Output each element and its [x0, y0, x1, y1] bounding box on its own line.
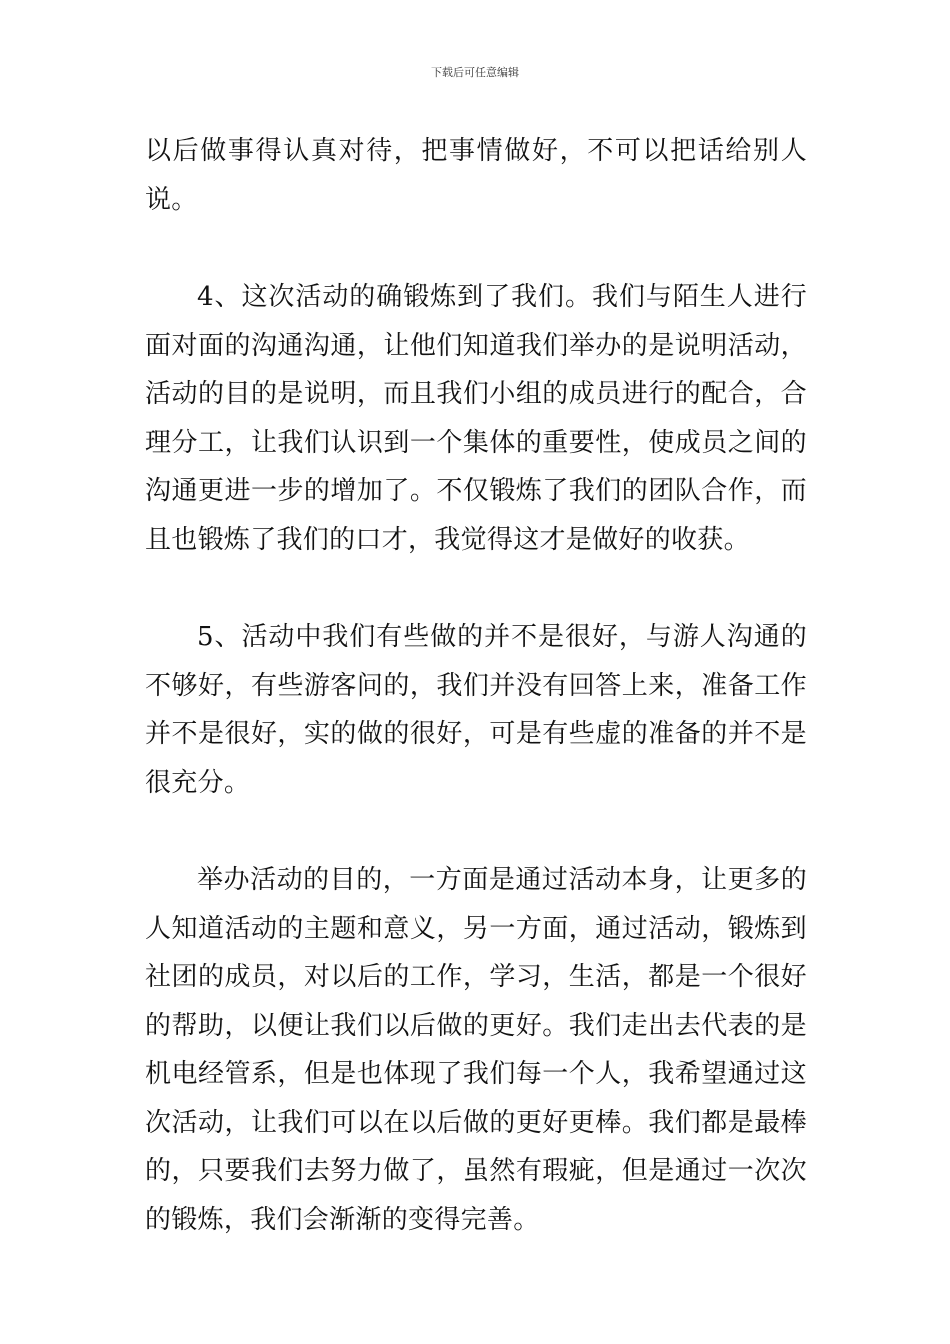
document-body — [145, 127, 807, 1293]
paragraph-continuation: 以后做事得认真对待，把事情做好，不可以把话给别人说。 — [145, 136, 807, 215]
page-header-note: 下载后可任意编辑 — [431, 66, 519, 79]
paragraph-item-4: 4、这次活动的确锻炼到了我们。我们与陌生人进行面对面的沟通沟通，让他们知道我们举办的是说明活动，活动的目的是说明，而且我们小组的成员进行的配合，合理分工，让我们认识到一个集体的重要性，使成员之间的沟通更进一步的增加了。不仅锻炼了我们的团队合作，而且也锻炼了我们的口才，我觉得这才是做好的收获。 — [145, 282, 807, 555]
paragraph-item-5: 5、活动中我们有些做的并不是很好，与游人沟通的不够好，有些游客问的，我们并没有回答上来，准备工作并不是很好，实的做的很好，可是有些虚的准备的并不是很充分。 — [145, 622, 807, 798]
paragraph-conclusion: 举办活动的目的，一方面是通过活动本身，让更多的人知道活动的主题和意义，另一方面，通过活动，锻炼到社团的成员，对以后的工作，学习，生活，都是一个很好的帮助，以便让我们以后做的更好。我们走出去代表的是机电经管系，但是也体现了我们每一个人，我希望通过这次活动，让我们可以在以后做的更好更棒。我们都是最棒的，只要我们去努力做了，虽然有瑕疵，但是通过一次次的锻炼，我们会渐渐的变得完善。 — [145, 865, 807, 1235]
